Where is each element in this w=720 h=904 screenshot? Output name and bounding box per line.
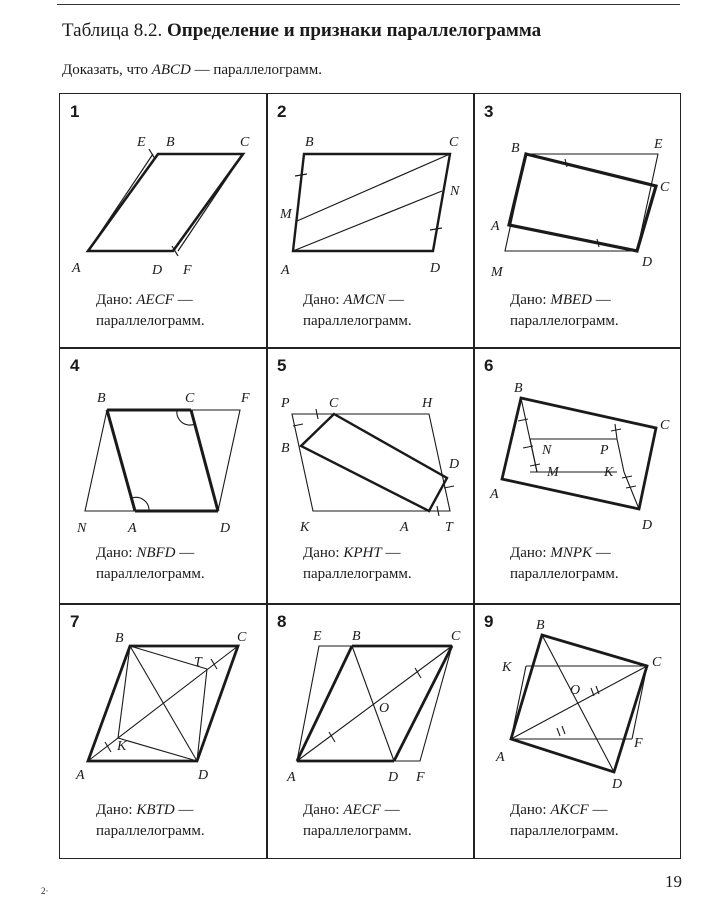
point-label: D	[388, 770, 399, 785]
given-text	[303, 290, 412, 332]
point-label: E	[654, 137, 663, 152]
given-text	[96, 290, 205, 332]
point-label: M	[547, 465, 559, 480]
given-dash: —	[174, 802, 194, 818]
point-label: B	[514, 381, 523, 396]
given-word: параллелограмм.	[303, 313, 412, 329]
problem-cell-4	[60, 348, 267, 604]
point-label: A	[76, 768, 85, 783]
problem-number: 9	[484, 612, 494, 631]
point-label: M	[280, 207, 292, 222]
point-label: T	[445, 520, 453, 535]
point-label: C	[329, 396, 339, 411]
problems-grid	[59, 93, 681, 859]
point-label: C	[660, 418, 670, 433]
given-figure: MNPK	[550, 545, 593, 561]
corner-mark: 2·	[41, 886, 49, 896]
point-label: K	[300, 520, 310, 535]
page-title	[62, 20, 541, 42]
point-label: N	[450, 184, 460, 199]
page-number: 19	[665, 872, 682, 891]
given-dash: —	[592, 545, 611, 561]
given-label: Дано:	[96, 545, 137, 561]
point-label: O	[570, 683, 581, 698]
problem-cell-5	[267, 348, 474, 604]
given-figure: MBED	[550, 292, 592, 308]
given-label: Дано:	[96, 802, 137, 818]
given-dash: —	[588, 802, 608, 818]
given-word: параллелограмм.	[303, 566, 412, 582]
problem-number: 7	[70, 612, 80, 631]
problem-cell-3	[474, 94, 681, 348]
given-figure: NBFD	[136, 545, 176, 561]
point-label: B	[352, 629, 361, 644]
point-label: H	[422, 396, 433, 411]
problem-cell-1	[60, 94, 267, 348]
point-label: P	[600, 443, 609, 458]
given-dash: —	[385, 292, 404, 308]
given-text	[510, 290, 619, 332]
given-text	[510, 800, 619, 842]
point-label: A	[496, 750, 505, 765]
point-label: M	[491, 265, 503, 280]
task-suffix: — параллелограмм.	[190, 62, 323, 78]
point-label: C	[449, 135, 459, 150]
problem-number: 3	[484, 102, 494, 121]
point-label: B	[166, 135, 175, 150]
point-label: E	[313, 629, 322, 644]
given-label: Дано:	[96, 292, 137, 308]
point-label: D	[612, 777, 623, 792]
point-label: F	[416, 770, 425, 785]
point-label: K	[117, 739, 127, 754]
task-prefix: Доказать, что	[62, 62, 152, 78]
point-label: N	[77, 521, 87, 536]
point-label: P	[281, 396, 290, 411]
top-rule	[57, 4, 680, 5]
point-label: O	[379, 701, 390, 716]
point-label: D	[642, 518, 653, 533]
point-label: B	[511, 141, 520, 156]
given-word: параллелограмм.	[96, 313, 205, 329]
point-label: A	[72, 261, 81, 276]
given-label: Дано:	[303, 292, 344, 308]
given-figure: AECF	[136, 292, 174, 308]
point-label: F	[241, 391, 250, 406]
problem-number: 2	[277, 102, 287, 121]
problem-cell-6	[474, 348, 681, 604]
given-text	[96, 800, 205, 842]
point-label: A	[128, 521, 137, 536]
given-text	[510, 543, 619, 585]
given-label: Дано:	[510, 292, 551, 308]
given-word: параллелограмм.	[96, 566, 205, 582]
given-label: Дано:	[510, 802, 551, 818]
given-dash: —	[381, 545, 401, 561]
point-label: B	[281, 441, 290, 456]
point-label: C	[660, 180, 670, 195]
given-text	[303, 543, 412, 585]
given-dash: —	[175, 545, 195, 561]
point-label: F	[634, 736, 643, 751]
point-label: C	[652, 655, 662, 670]
point-label: B	[536, 618, 545, 633]
point-label: E	[137, 135, 146, 150]
problem-cell-8	[267, 604, 474, 858]
point-label: D	[642, 255, 653, 270]
given-label: Дано:	[510, 545, 551, 561]
point-label: N	[542, 443, 552, 458]
point-label: D	[152, 263, 163, 278]
problem-number: 8	[277, 612, 287, 631]
point-label: F	[183, 263, 192, 278]
point-label: B	[305, 135, 314, 150]
point-label: A	[281, 263, 290, 278]
point-label: B	[97, 391, 106, 406]
given-text	[96, 543, 205, 585]
given-label: Дано:	[303, 802, 344, 818]
given-dash: —	[380, 802, 400, 818]
point-label: T	[194, 655, 202, 670]
problem-number: 4	[70, 356, 80, 375]
problem-number: 5	[277, 356, 287, 375]
point-label: C	[185, 391, 195, 406]
table-label: Таблица 8.2.	[62, 20, 163, 41]
problem-cell-9	[474, 604, 681, 858]
problem-cell-2	[267, 94, 474, 348]
point-label: D	[198, 768, 209, 783]
given-word: параллелограмм.	[510, 566, 619, 582]
point-label: A	[287, 770, 296, 785]
point-label: C	[240, 135, 250, 150]
given-word: параллелограмм.	[96, 823, 205, 839]
point-label: K	[604, 465, 614, 480]
point-label: B	[115, 631, 124, 646]
given-figure: KBTD	[136, 802, 175, 818]
point-label: K	[502, 660, 512, 675]
point-label: D	[220, 521, 231, 536]
table-title: Определение и признаки параллелограмма	[167, 20, 542, 41]
task-figure: ABCD	[151, 62, 191, 78]
given-word: параллелограмм.	[510, 823, 619, 839]
given-figure: AECF	[343, 802, 381, 818]
given-text	[303, 800, 412, 842]
given-dash: —	[173, 292, 193, 308]
problem-number: 6	[484, 356, 494, 375]
given-dash: —	[592, 292, 611, 308]
given-figure: KPHT	[343, 545, 382, 561]
given-label: Дано:	[303, 545, 344, 561]
point-label: D	[430, 261, 441, 276]
point-label: C	[451, 629, 461, 644]
point-label: A	[400, 520, 409, 535]
point-label: A	[490, 487, 499, 502]
problem-cell-7	[60, 604, 267, 858]
point-label: C	[237, 630, 247, 645]
given-word: параллелограмм.	[510, 313, 619, 329]
point-label: A	[491, 219, 500, 234]
task-statement	[62, 62, 322, 79]
point-label: D	[449, 457, 460, 472]
problem-number: 1	[70, 102, 80, 121]
given-word: параллелограмм.	[303, 823, 412, 839]
given-figure: AMCN	[343, 292, 386, 308]
given-figure: AKCF	[550, 802, 589, 818]
